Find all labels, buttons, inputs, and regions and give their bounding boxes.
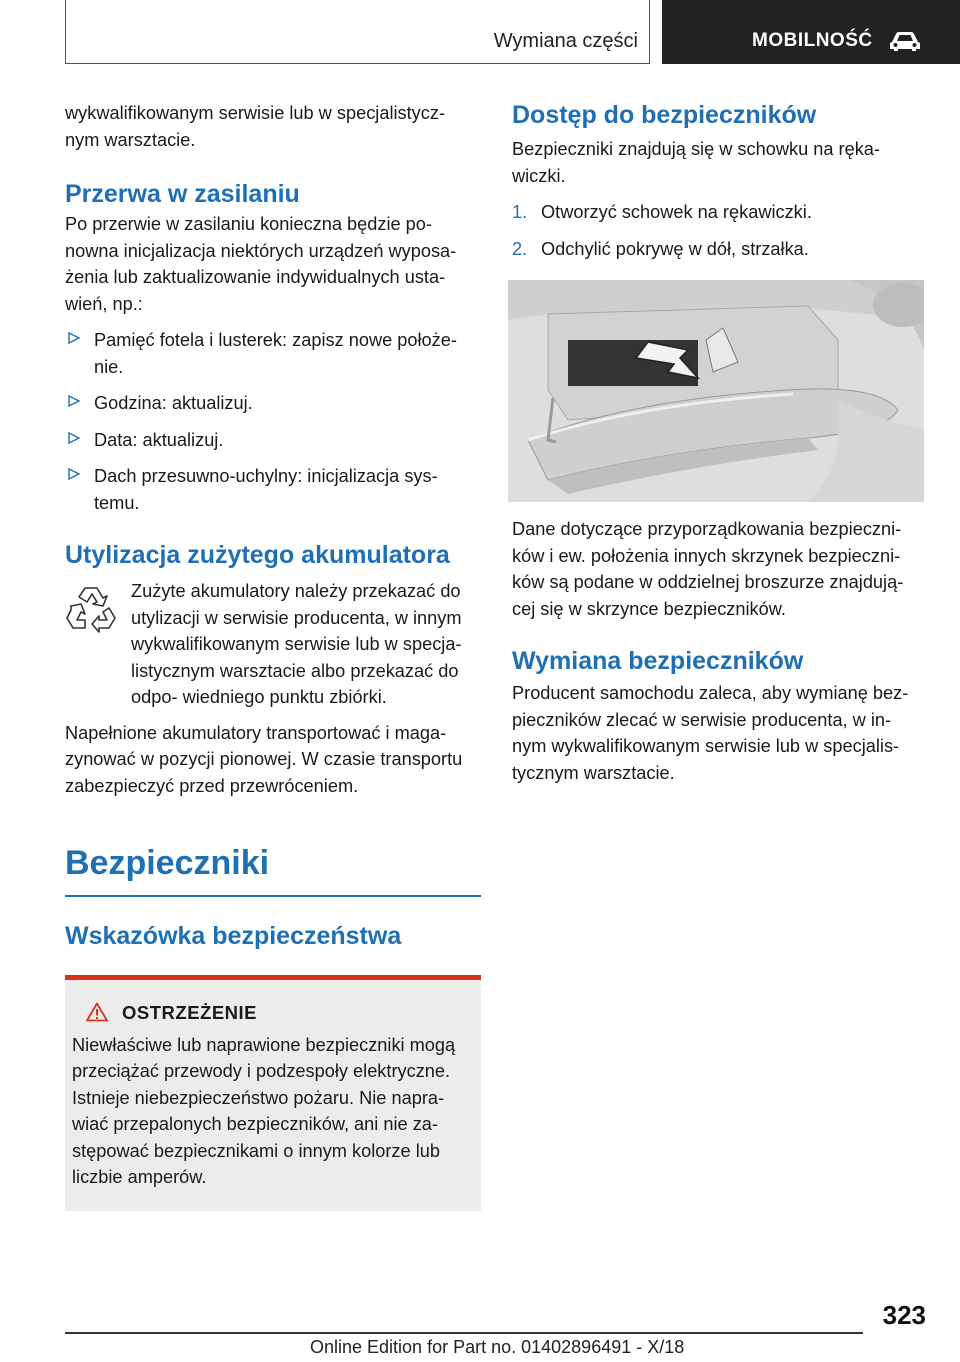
list-item-text: Data: aktualizuj.	[94, 429, 224, 450]
fuse-replace-heading: Wymiana bezpieczników	[512, 647, 804, 675]
warning-label: OSTRZEŻENIE	[122, 1001, 258, 1023]
glovebox-illustration	[508, 280, 924, 502]
glovebox-photo	[508, 280, 924, 502]
recycle-icon	[65, 582, 117, 634]
battery-disposal-block	[65, 578, 481, 711]
list-item-text: Dach przesuwno-uchylny: inicjalizacja sys- temu.	[94, 466, 438, 513]
step-text: Otworzyć schowek na rękawiczki.	[541, 202, 812, 222]
list-item-text: Godzina: aktualizuj.	[94, 393, 253, 413]
bullet-triangle-icon	[67, 431, 81, 445]
header-section-title: Wymiana części	[493, 30, 638, 52]
fuse-box-info-text: Dane dotyczące przyporządkowania bezpieczni- ków i ew. położenia innych skrzynek bezpieczni- ków są podane w oddzielnej broszurze znajdują- cej się w skrzynce bezpieczników.	[512, 519, 904, 619]
car-icon	[888, 30, 922, 52]
warning-title	[72, 1000, 473, 1026]
fuse-access-heading: Dostęp do bezpieczników	[512, 101, 817, 129]
left-column	[65, 100, 481, 1211]
power-outage-heading: Przerwa w zasilaniu	[65, 180, 300, 208]
right-column	[512, 100, 924, 786]
list-item	[65, 427, 481, 454]
warning-text: Niewłaściwe lub naprawione bezpieczniki mogą przeciążać przewody i podzespoły elektryczne. Istnieje niebezpieczeństwo pożaru. Nie napra- wiać przepalonych bezpieczników, ani nie za- stępować bezpiecznikami o innym kolorze lub liczbie amperów.	[72, 1034, 456, 1187]
safety-note-heading: Wskazówka bezpieczeństwa	[65, 921, 402, 950]
footer-divider	[65, 1332, 863, 1334]
page-header	[0, 0, 960, 66]
power-outage-list	[65, 327, 481, 516]
step-number: 1.	[512, 202, 528, 222]
warning-box	[65, 980, 481, 1211]
header-chapter-label: MOBILNOŚĆ	[752, 30, 873, 51]
step-text: Odchylić pokrywę w dół, strzałka.	[541, 238, 809, 259]
battery-disposal-text: Zużyte akumulatory należy przekazać do utylizacji w serwisie producenta, w innym wykwalifikowanym serwisie lub w specja- listycznym warsztacie albo przekazać do odpo- wiedniego punktu zbiórki.	[131, 581, 462, 707]
heading-divider	[65, 895, 481, 897]
footer-edition: Online Edition for Part no. 01402896491 - X/18	[310, 1337, 685, 1357]
intro-paragraph: wykwalifikowanym serwisie lub w specjalistycz- nym warsztacie.	[65, 103, 446, 150]
list-item	[65, 327, 481, 380]
list-item	[65, 463, 481, 516]
step-number: 2.	[512, 238, 528, 259]
list-item	[512, 236, 924, 263]
fuses-heading: Bezpieczniki	[65, 844, 270, 882]
list-item	[512, 199, 924, 226]
bullet-triangle-icon	[67, 394, 81, 408]
list-item	[65, 390, 481, 417]
fuse-access-steps	[512, 199, 924, 262]
warning-icon	[86, 1002, 108, 1022]
bullet-triangle-icon	[67, 331, 81, 345]
page-number: 323	[882, 1300, 926, 1330]
fuse-replace-text: Producent samochodu zaleca, aby wymianę bez- pieczników zlecać w serwisie producenta, w in- nym wykwalifikowanym serwisie lub w specjalis- tycznym warsztacie.	[512, 683, 909, 783]
power-outage-text: Po przerwie w zasilaniu konieczna będzie po- nowna inicjalizacja niektórych urządzeń wyposa- żenia lub zaktualizowanie indywidualnych usta- wień, np.:	[65, 214, 457, 314]
battery-disposal-heading: Utylizacja zużytego akumulatora	[65, 541, 450, 569]
battery-transport-text: Napełnione akumulatory transportować i maga- zynować w pozycji pionowej. W czasie transportu zabezpieczyć przed przewróceniem.	[65, 722, 463, 796]
fuse-access-text: Bezpieczniki znajdują się w schowku na ręka- wiczki.	[512, 139, 880, 186]
bullet-triangle-icon	[67, 467, 81, 481]
list-item-text: Pamięć fotela i lusterek: zapisz nowe położe- nie.	[94, 330, 457, 377]
header-chapter-tab	[662, 0, 960, 64]
